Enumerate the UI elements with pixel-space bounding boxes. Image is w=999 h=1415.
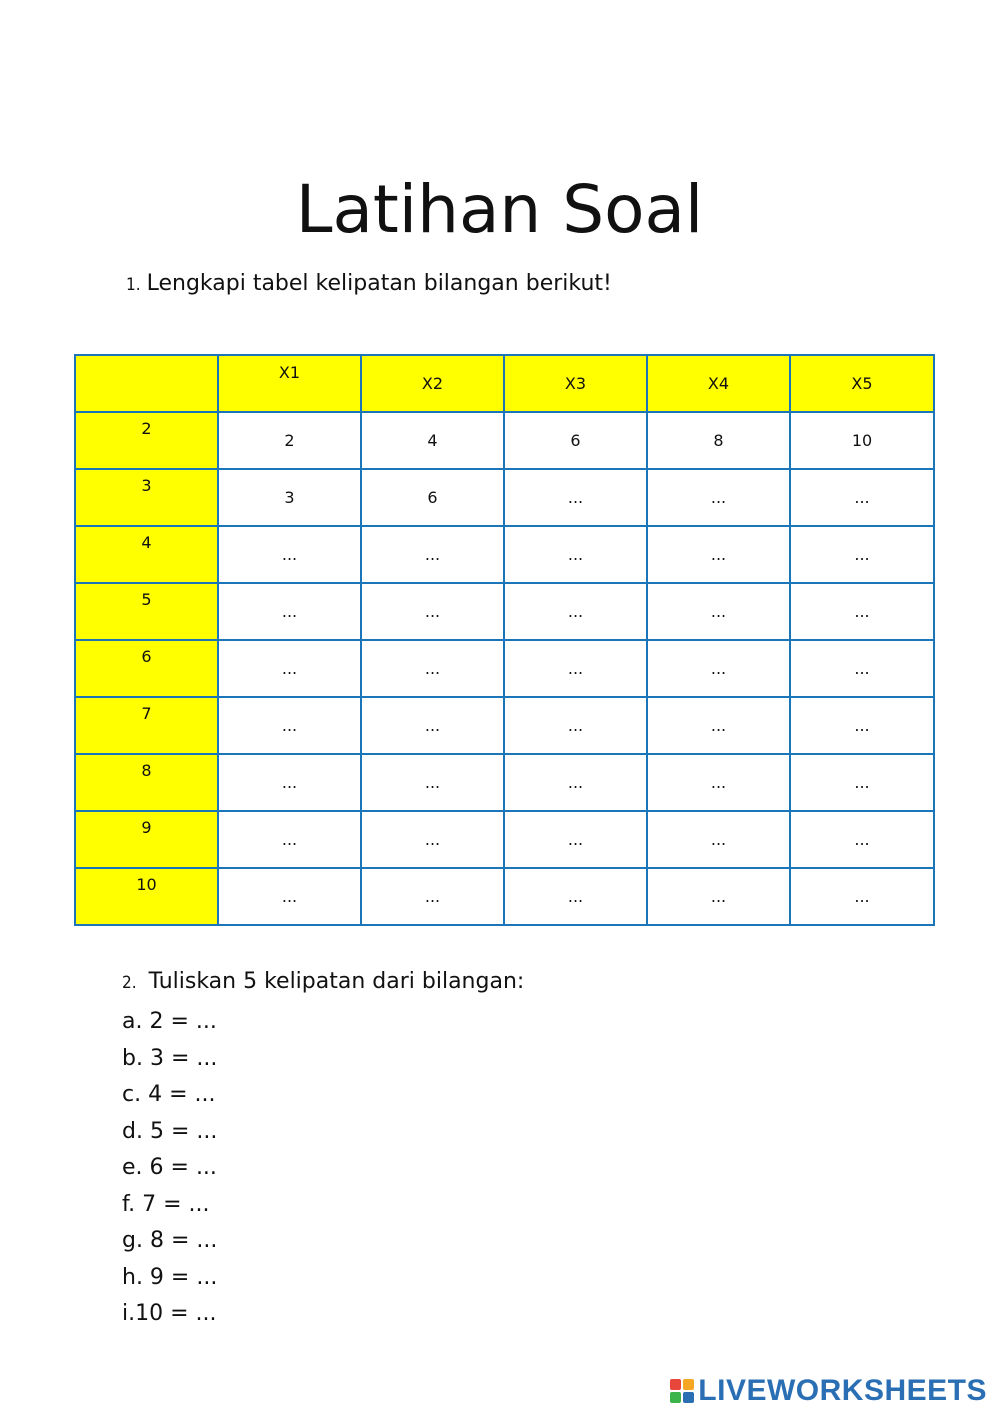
table-row	[75, 640, 934, 697]
row-label-cell: 2	[75, 412, 218, 469]
question-2-number: 2.	[122, 973, 137, 993]
answer-cell[interactable]: ...	[504, 868, 647, 925]
answer-cell[interactable]: ...	[361, 868, 504, 925]
answer-cell[interactable]: ...	[504, 640, 647, 697]
row-label-cell: 3	[75, 469, 218, 526]
table-row	[75, 412, 934, 469]
answer-cell[interactable]: ...	[361, 640, 504, 697]
table-header-row	[75, 355, 934, 412]
answer-cell[interactable]: ...	[504, 469, 647, 526]
answer-cell[interactable]: ...	[504, 697, 647, 754]
table-row	[75, 811, 934, 868]
answer-cell[interactable]: ...	[647, 811, 790, 868]
table-header-cell: X1	[218, 355, 361, 412]
answer-cell[interactable]: ...	[790, 583, 934, 640]
table-row	[75, 754, 934, 811]
table-header-cell: X3	[504, 355, 647, 412]
answer-cell[interactable]: ...	[790, 868, 934, 925]
answer-cell[interactable]: ...	[361, 697, 504, 754]
answer-cell[interactable]: ...	[647, 469, 790, 526]
table-row	[75, 583, 934, 640]
answer-cell[interactable]: ...	[504, 526, 647, 583]
watermark-text: LIVEWORKSHEETS	[698, 1374, 987, 1407]
answer-cell[interactable]: ...	[218, 526, 361, 583]
answer-item[interactable]: c. 4 = ...	[122, 1082, 216, 1107]
answer-cell[interactable]: ...	[218, 811, 361, 868]
answer-cell[interactable]: ...	[218, 754, 361, 811]
answer-cell[interactable]: ...	[790, 754, 934, 811]
answer-item[interactable]: g. 8 = ...	[122, 1228, 218, 1253]
question-1-text: Lengkapi tabel kelipatan bilangan berikut!	[146, 271, 612, 296]
answer-item[interactable]: h. 9 = ...	[122, 1264, 218, 1290]
answer-item[interactable]: b. 3 = ...	[122, 1045, 218, 1071]
table-row	[75, 868, 934, 925]
liveworksheets-watermark	[670, 1371, 987, 1411]
question-1-number: 1.	[126, 275, 141, 295]
table-header-cell: X2	[361, 355, 504, 412]
table-row	[75, 469, 934, 526]
answer-item[interactable]: f. 7 = ...	[122, 1191, 210, 1217]
table-cell: 8	[647, 412, 790, 469]
answer-cell[interactable]: ...	[504, 811, 647, 868]
answer-item[interactable]: e. 6 = ...	[122, 1155, 217, 1180]
answer-cell[interactable]: ...	[647, 583, 790, 640]
answer-item[interactable]: i.10 = ...	[122, 1301, 217, 1326]
table-cell: 4	[361, 412, 504, 469]
row-label-cell: 10	[75, 868, 218, 925]
table-cell: 2	[218, 412, 361, 469]
answer-cell[interactable]: ...	[647, 640, 790, 697]
answer-item[interactable]: d. 5 = ...	[122, 1118, 218, 1144]
multiples-table	[74, 354, 935, 926]
answer-cell[interactable]: ...	[790, 697, 934, 754]
table-cell: 10	[790, 412, 934, 469]
answer-cell[interactable]: ...	[790, 811, 934, 868]
liveworksheets-logo-icon	[670, 1379, 694, 1403]
answer-cell[interactable]: ...	[647, 697, 790, 754]
table-header-cell: X4	[647, 355, 790, 412]
table-cell: 6	[361, 469, 504, 526]
row-label-cell: 8	[75, 754, 218, 811]
answer-cell[interactable]: ...	[504, 583, 647, 640]
answer-cell[interactable]: ...	[218, 868, 361, 925]
row-label-cell: 5	[75, 583, 218, 640]
answer-cell[interactable]: ...	[790, 526, 934, 583]
question-2	[122, 966, 524, 999]
answer-cell[interactable]: ...	[218, 697, 361, 754]
answer-cell[interactable]: ...	[361, 526, 504, 583]
table-header-cell: X5	[790, 355, 934, 412]
page-title: Latihan Soal	[295, 171, 704, 248]
answer-cell[interactable]: ...	[790, 640, 934, 697]
row-label-cell: 4	[75, 526, 218, 583]
answer-cell[interactable]: ...	[647, 526, 790, 583]
table-row	[75, 526, 934, 583]
answer-cell[interactable]: ...	[218, 583, 361, 640]
table-cell: 3	[218, 469, 361, 526]
question-1	[126, 268, 612, 301]
table-corner-cell	[75, 355, 218, 412]
answer-cell[interactable]: ...	[504, 754, 647, 811]
answer-cell[interactable]: ...	[647, 868, 790, 925]
answer-cell[interactable]: ...	[647, 754, 790, 811]
row-label-cell: 6	[75, 640, 218, 697]
answer-cell[interactable]: ...	[218, 640, 361, 697]
answer-cell[interactable]: ...	[361, 811, 504, 868]
answer-cell[interactable]: ...	[790, 469, 934, 526]
answer-cell[interactable]: ...	[361, 754, 504, 811]
question-2-text: Tuliskan 5 kelipatan dari bilangan:	[148, 969, 525, 994]
table-row	[75, 697, 934, 754]
answer-cell[interactable]: ...	[361, 583, 504, 640]
row-label-cell: 9	[75, 811, 218, 868]
answer-item[interactable]: a. 2 = ...	[122, 1009, 217, 1034]
question-2-answer-list	[122, 1004, 217, 1333]
table-cell: 6	[504, 412, 647, 469]
row-label-cell: 7	[75, 697, 218, 754]
